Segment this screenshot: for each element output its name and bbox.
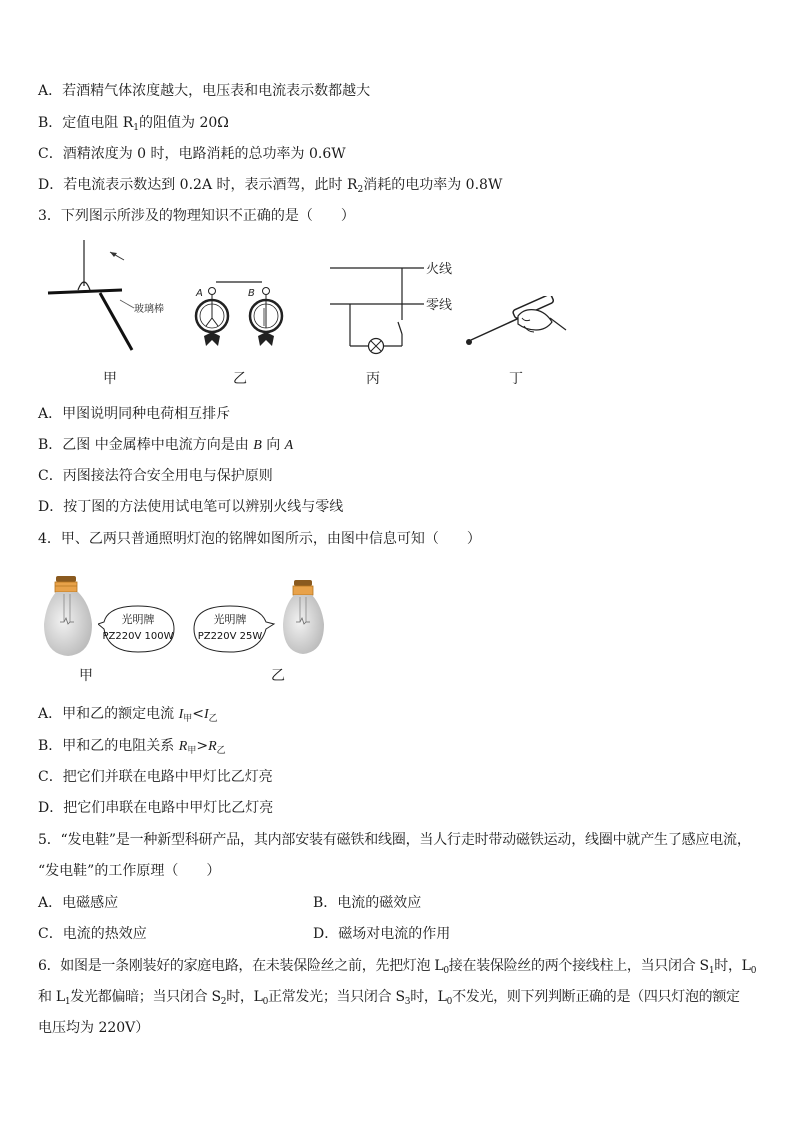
q4-option-c: C．把它们并联在电路中甲灯比乙灯亮: [38, 769, 273, 785]
fig-label-ding: 丁: [509, 371, 523, 387]
q5-option-c: C．电流的热效应: [38, 926, 147, 942]
fig-label-bing: 丙: [366, 371, 380, 387]
q3-option-c: C．丙图接法符合安全用电与保护原则: [38, 468, 273, 484]
q6-stem-line1: 6．如图是一条刚装好的家庭电路，在未装保险丝之前，先把灯泡 $L_0$接在装保险丝的两个接线柱上，当只闭合 $S_1$时，$L_0$: [38, 958, 757, 976]
q3-option-b: B．乙图 中金属棒中电流方向是由 B 向 A: [38, 437, 294, 453]
bulb-yi-spec: PZ220V 25W: [197, 631, 263, 642]
switch-symbol: [398, 322, 402, 334]
q4-stem: 4．甲、乙两只普通照明灯泡的铭牌如图所示，由图中信息可知（ ）: [38, 531, 481, 547]
q3-stem: 3．下列图示所涉及的物理知识不正确的是（ ）: [38, 208, 355, 224]
q4-option-d: D．把它们串联在电路中甲灯比乙灯亮: [38, 800, 274, 816]
q5-stem-line2: “发电鞋”的工作原理（ ）: [38, 863, 221, 879]
bulb-jia-spec: PZ220V 100W: [102, 631, 174, 642]
glass-rod-label: 玻璃棒: [134, 304, 164, 315]
q2-option-d: D．若电流表示数达到 0.2A 时，表示酒驾，此时 $R_2$消耗的电功率为 0.8W: [38, 177, 503, 195]
q5-option-a: A．电磁感应: [38, 895, 119, 911]
bulb-jia-nameplate: [98, 602, 178, 656]
bulb-yi: [278, 578, 332, 658]
live-wire-label: 火线: [426, 262, 453, 277]
q5-stem-line1: 5．“发电鞋”是一种新型科研产品，其内部安装有磁铁和线圈，当人行走时带动磁铁运动，线圈中就产生了感应电流，: [38, 832, 751, 848]
fig-label-yi: 乙: [233, 371, 247, 387]
figure-jia: [44, 238, 194, 358]
q6-stem-line3: 电压均为 220V）: [38, 1020, 150, 1036]
figure-ding: [462, 296, 572, 352]
q4-option-a: A．甲和乙的额定电流 $I_甲<I_乙$: [38, 706, 218, 724]
bulb-yi-label: 乙: [271, 668, 285, 684]
q3-option-d: D．按丁图的方法使用试电笔可以辨别火线与零线: [38, 499, 344, 515]
electroscope-b-label: B: [248, 288, 255, 299]
lamp-symbol: [369, 339, 384, 354]
figure-yi: [192, 274, 292, 356]
q2-option-a: A．若酒精气体浓度越大，电压表和电流表示数都越大: [38, 83, 371, 99]
fig-label-jia: 甲: [103, 371, 117, 387]
q5-option-b: B．电流的磁效应: [313, 895, 422, 911]
bulb-jia: [38, 574, 98, 660]
neutral-wire-label: 零线: [426, 298, 453, 313]
bulb-jia-label: 甲: [79, 668, 93, 684]
electroscope-a-label: A: [196, 288, 203, 299]
bulb-yi-nameplate: [190, 602, 276, 656]
q4-option-b: B．甲和乙的电阻关系 $R_甲>R_乙$: [38, 738, 226, 756]
q5-option-d: D．磁场对电流的作用: [313, 926, 451, 942]
bulb-yi-brand: 光明牌: [213, 613, 247, 626]
q2-option-c: C．酒精浓度为 0 时，电路消耗的总功率为 0.6W: [38, 146, 346, 162]
q2-option-b: B．定值电阻 $R_1$的阻值为 20Ω: [38, 115, 229, 133]
q6-stem-line2: 和 $L_1$发光都偏暗；当只闭合 $S_2$时，$L_0$正常发光；当只闭合 $S_3$时，$L_0$不发光，则下列判断正确的是（四只灯泡的额定: [38, 989, 740, 1007]
bulb-jia-brand: 光明牌: [121, 613, 155, 626]
figure-bing: [326, 258, 466, 358]
q3-option-a: A．甲图说明同种电荷相互排斥: [38, 406, 231, 422]
